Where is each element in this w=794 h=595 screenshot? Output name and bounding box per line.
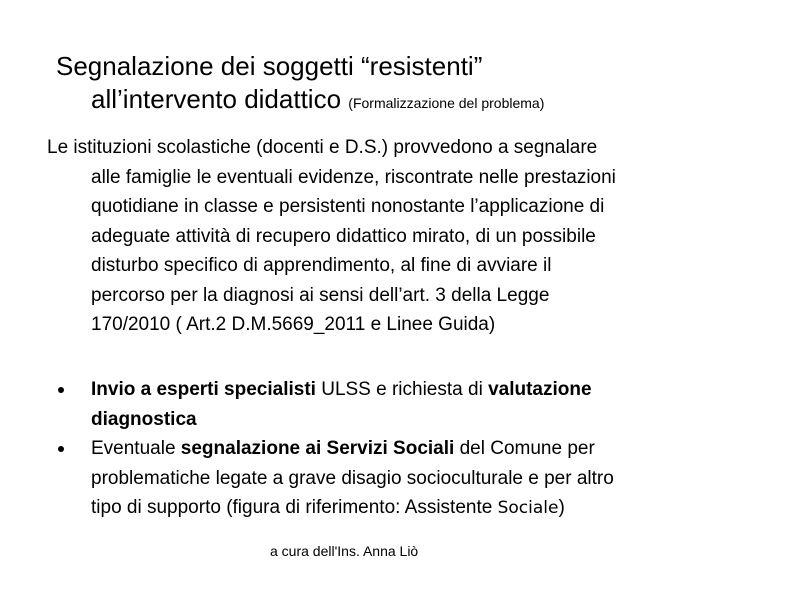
bullet-line: problematiche legate a grave disagio socioculturale e per altro bbox=[91, 467, 614, 489]
bullet-text: tipo di supporto (figura di riferimento: Assistente bbox=[91, 497, 498, 518]
footer-credit: a cura dell'Ins. Anna Liò bbox=[270, 543, 419, 559]
title-line-1: Segnalazione dei soggetti “resistenti” bbox=[56, 51, 483, 81]
bullet-text: ) bbox=[558, 497, 565, 518]
paragraph-line: alle famiglie le eventuali evidenze, riscontrate nelle prestazioni bbox=[91, 166, 616, 188]
bullet-text: del Comune per bbox=[454, 438, 595, 459]
bullet-line bbox=[91, 375, 794, 405]
bullet-bold-text: diagnostica bbox=[91, 408, 197, 430]
bullet-bold-text: segnalazione ai Servizi Sociali bbox=[180, 438, 455, 459]
bullet-item-experts bbox=[0, 375, 794, 434]
title-subtitle: (Formalizzazione del problema) bbox=[348, 95, 545, 111]
paragraph-line: disturbo specifico di apprendimento, al fine di avviare il bbox=[91, 255, 552, 276]
bullet-text: ULSS e richiesta di bbox=[315, 379, 489, 400]
bullet-dot-icon bbox=[58, 387, 64, 393]
bullet-line bbox=[91, 493, 794, 524]
slide-title bbox=[56, 50, 776, 120]
bullet-item-social-services bbox=[0, 434, 794, 524]
bullet-line bbox=[91, 434, 794, 464]
paragraph-line: percorso per la diagnosi ai sensi dell’art. 3 della Legge bbox=[91, 284, 550, 306]
bullet-bold-text: valutazione bbox=[488, 379, 592, 400]
title-line-2 bbox=[56, 83, 776, 120]
paragraph-line: 170/2010 ( Art.2 D.M.5669_2011 e Linee Guida) bbox=[91, 314, 496, 335]
paragraph-line: quotidiane in classe e persistenti nonostante l’applicazione di bbox=[91, 196, 605, 217]
bullet-list bbox=[0, 375, 794, 524]
bullet-dot-icon bbox=[58, 446, 64, 452]
bullet-line bbox=[91, 405, 794, 435]
bullet-text-alt-font: Sociale bbox=[497, 498, 559, 518]
paragraph-line: Le istituzioni scolastiche (docenti e D.S.) provvedono a segnalare bbox=[47, 137, 598, 158]
bullet-text: Eventuale bbox=[91, 438, 181, 459]
bullet-bold-text: Invio a esperti specialisti bbox=[91, 379, 316, 400]
title-line-2-text: all’intervento didattico bbox=[91, 84, 342, 114]
intro-paragraph bbox=[47, 133, 782, 340]
paragraph-line: adeguate attività di recupero didattico mirato, di un possibile bbox=[91, 225, 596, 247]
